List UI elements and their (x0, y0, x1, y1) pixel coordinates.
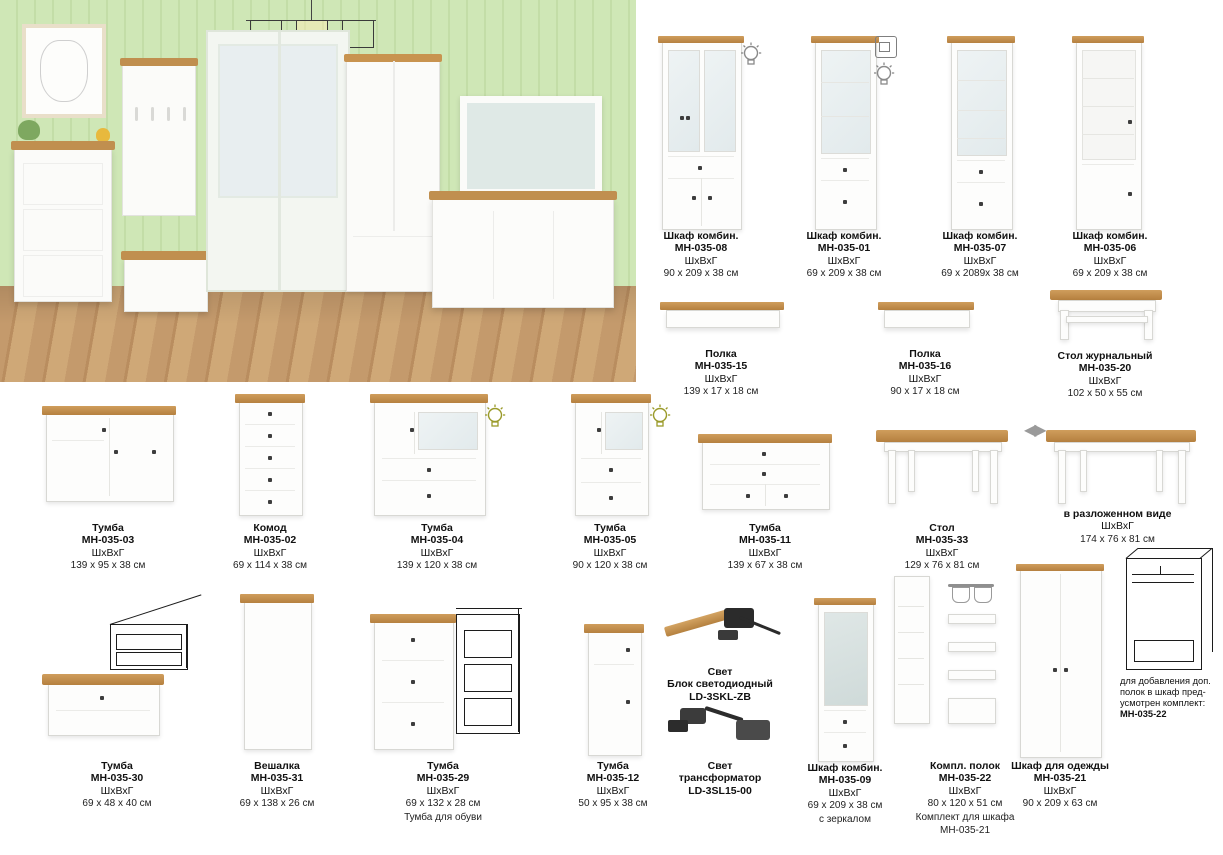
item-dim-label: ШхВхГ (596, 784, 630, 797)
item-dim-label: ШхВхГ (420, 546, 454, 559)
item-dims: 174 x 76 x 81 см (1080, 533, 1155, 545)
footnote-text: для добавления доп. полок в шкаф пред-усмотрен комплект: (1120, 676, 1211, 708)
item-name: Свет (707, 760, 733, 772)
item-mh-035-30 (22, 600, 212, 811)
item-name: Шкаф комбин. (663, 230, 739, 242)
item-code: МН-035-05 (583, 534, 637, 547)
item-mh-035-03 (28, 392, 188, 573)
item-name: Комод (253, 522, 287, 534)
item-mh-035-33 (862, 408, 1022, 573)
item-name-2: Блок светодиодный (667, 678, 773, 691)
item-name: Тумба (427, 760, 459, 772)
item-mh-035-09 (790, 586, 900, 826)
item-dim-label: ШхВхГ (748, 546, 782, 559)
item-code: МН-035-29 (416, 772, 470, 785)
item-mh-035-16 (850, 288, 1000, 399)
item-name: Вешалка (254, 760, 300, 772)
item-dim-label: ШхВхГ (948, 784, 982, 797)
item-dims: 102 x 50 x 55 см (1067, 388, 1143, 400)
item-name: Шкаф для одежды (1011, 760, 1109, 772)
item-mh-035-29 (348, 580, 538, 824)
wall-art-deer (22, 24, 106, 118)
item-dims: 69 x 209 x 38 см (1072, 268, 1148, 280)
item-name: Полка (705, 348, 737, 360)
item-mh-035-07 (925, 20, 1035, 281)
item-note-2: МН-035-21 (939, 825, 991, 837)
item-dim-label: ШхВхГ (100, 784, 134, 797)
item-code: МН-035-20 (1078, 362, 1132, 375)
item-ld-3sl15-00 (640, 690, 800, 797)
flower-icon (96, 128, 110, 142)
item-dims: 69 x 2089х 38 см (941, 268, 1019, 280)
item-code: МН-035-04 (410, 534, 464, 547)
item-code: МН-035-09 (818, 774, 872, 787)
item-code: МН-035-30 (90, 772, 144, 785)
item-dims: 139 x 95 x 38 см (70, 560, 146, 572)
item-name: Свет (707, 666, 733, 678)
item-dims: 69 x 209 x 38 см (807, 800, 883, 812)
mirror (460, 96, 602, 196)
plant-icon (18, 120, 40, 140)
item-mh-035-21 (1000, 556, 1120, 811)
item-code: МН-035-07 (953, 242, 1007, 255)
item-code: LD-3SKL-ZB (689, 690, 751, 703)
item-dims: 139 x 120 x 38 см (396, 560, 478, 572)
item-code: LD-3SL15-00 (688, 784, 752, 797)
item-code: МН-035-06 (1083, 242, 1137, 255)
item-mh-035-05 (545, 380, 675, 573)
item-dim-label: ШхВхГ (1101, 520, 1134, 533)
item-dims: 69 x 48 x 40 см (82, 798, 152, 810)
item-dim-label: ШхВхГ (253, 546, 287, 559)
item-name: Тумба (92, 522, 124, 534)
item-code: МН-035-08 (674, 242, 728, 255)
item-dim-label: ШхВхГ (963, 254, 997, 267)
item-dim-label: ШхВхГ (908, 372, 942, 385)
item-code: МН-035-01 (817, 242, 871, 255)
item-name: Шкаф комбин. (942, 230, 1018, 242)
item-note: Комплект для шкафа (915, 811, 1015, 823)
item-code: МН-035-16 (898, 360, 952, 373)
shoe-cabinet (14, 148, 112, 302)
item-name: Тумба (597, 760, 629, 772)
item-dim-label: ШхВхГ (1088, 374, 1122, 387)
sideboard (432, 198, 614, 308)
line-drawing-icon (456, 604, 540, 734)
item-code: МН-035-31 (250, 772, 304, 785)
item-dim-label: ШхВхГ (426, 784, 460, 797)
item-name-2: трансформатор (678, 772, 762, 785)
item-dims: 139 x 67 x 38 см (727, 560, 803, 572)
item-dim-label: ШхВхГ (925, 546, 959, 559)
item-mh-035-02 (205, 380, 335, 573)
item-code: МН-035-22 (938, 772, 992, 785)
item-name: Тумба (101, 760, 133, 772)
item-dim-label: ШхВхГ (593, 546, 627, 559)
led-light-icon (740, 42, 762, 68)
item-dims: 90 x 17 x 18 см (890, 386, 960, 398)
room-interior-photo (0, 0, 636, 382)
item-mh-035-33-open (1024, 408, 1205, 546)
led-light-icon (873, 62, 895, 88)
item-ld-3skl-zb (640, 596, 800, 703)
item-mh-035-31 (212, 580, 342, 811)
item-mh-035-08 (646, 20, 756, 281)
footnote-code: МН-035-22 (1120, 709, 1167, 719)
item-name: Компл. полок (930, 760, 1000, 772)
item-name: Шкаф комбин. (806, 230, 882, 242)
item-name: Шкаф комбин. (807, 762, 883, 774)
item-dims: 90 x 120 x 38 см (572, 560, 648, 572)
item-dims: 69 x 114 x 38 см (233, 560, 307, 572)
item-note: с зеркалом (819, 813, 871, 825)
wardrobe (346, 60, 440, 292)
item-code: МН-035-33 (915, 534, 969, 547)
item-note: Тумба для обуви (404, 811, 482, 823)
item-mh-035-06 (1050, 20, 1170, 281)
item-code: МН-035-21 (1033, 772, 1087, 785)
item-code: МН-035-15 (694, 360, 748, 373)
line-drawing-icon (1120, 548, 1216, 676)
wardrobe-sketch-block (1120, 548, 1218, 720)
push-to-open-icon (875, 36, 897, 58)
item-dim-label: ШхВхГ (828, 786, 862, 799)
item-code: МН-035-12 (586, 772, 640, 785)
item-code: МН-035-11 (739, 534, 791, 547)
item-name: Тумба (594, 522, 626, 534)
item-dim-label: ШхВхГ (1093, 254, 1127, 267)
item-mh-035-01 (789, 20, 899, 281)
item-name: Тумба (749, 522, 781, 534)
item-dims: 69 x 209 x 38 см (806, 268, 882, 280)
item-dim-label: ШхВхГ (684, 254, 718, 267)
expand-arrows-icon: ◀▶ (1024, 422, 1045, 439)
item-name: Шкаф комбин. (1072, 230, 1148, 242)
item-mh-035-20 (1030, 276, 1180, 401)
led-light-icon (649, 404, 671, 430)
item-code: МН-035-02 (243, 534, 297, 547)
led-light-icon (484, 404, 506, 430)
item-dims: 90 x 209 x 38 см (663, 268, 739, 280)
item-mh-035-04 (352, 380, 522, 573)
item-dim-label: ШхВхГ (91, 546, 125, 559)
item-name: Полка (909, 348, 941, 360)
item-dim-label: ШхВхГ (827, 254, 861, 267)
item-name: Стол журнальный (1057, 350, 1153, 362)
item-dims: 69 x 138 x 26 см (239, 798, 315, 810)
item-dims: 50 x 95 x 38 см (578, 798, 648, 810)
item-dims: 69 x 132 x 28 см (405, 798, 481, 810)
wall-panel-hanger (122, 64, 196, 216)
door (206, 30, 350, 292)
item-code: МН-035-03 (81, 534, 135, 547)
item-dims: 139 x 17 x 18 см (683, 386, 759, 398)
item-name: Тумба (421, 522, 453, 534)
item-name: в разложенном виде (1063, 508, 1172, 520)
item-dim-label: ШхВхГ (704, 372, 738, 385)
item-dims: 80 x 120 x 51 см (927, 798, 1003, 810)
item-dim-label: ШхВхГ (1043, 784, 1077, 797)
bench (124, 258, 208, 312)
item-dims: 90 x 209 x 63 см (1022, 798, 1098, 810)
item-dim-label: ШхВхГ (260, 784, 294, 797)
item-dims: 129 x 76 x 81 см (904, 560, 980, 572)
item-mh-035-11 (680, 420, 850, 573)
item-name: Стол (929, 522, 955, 534)
